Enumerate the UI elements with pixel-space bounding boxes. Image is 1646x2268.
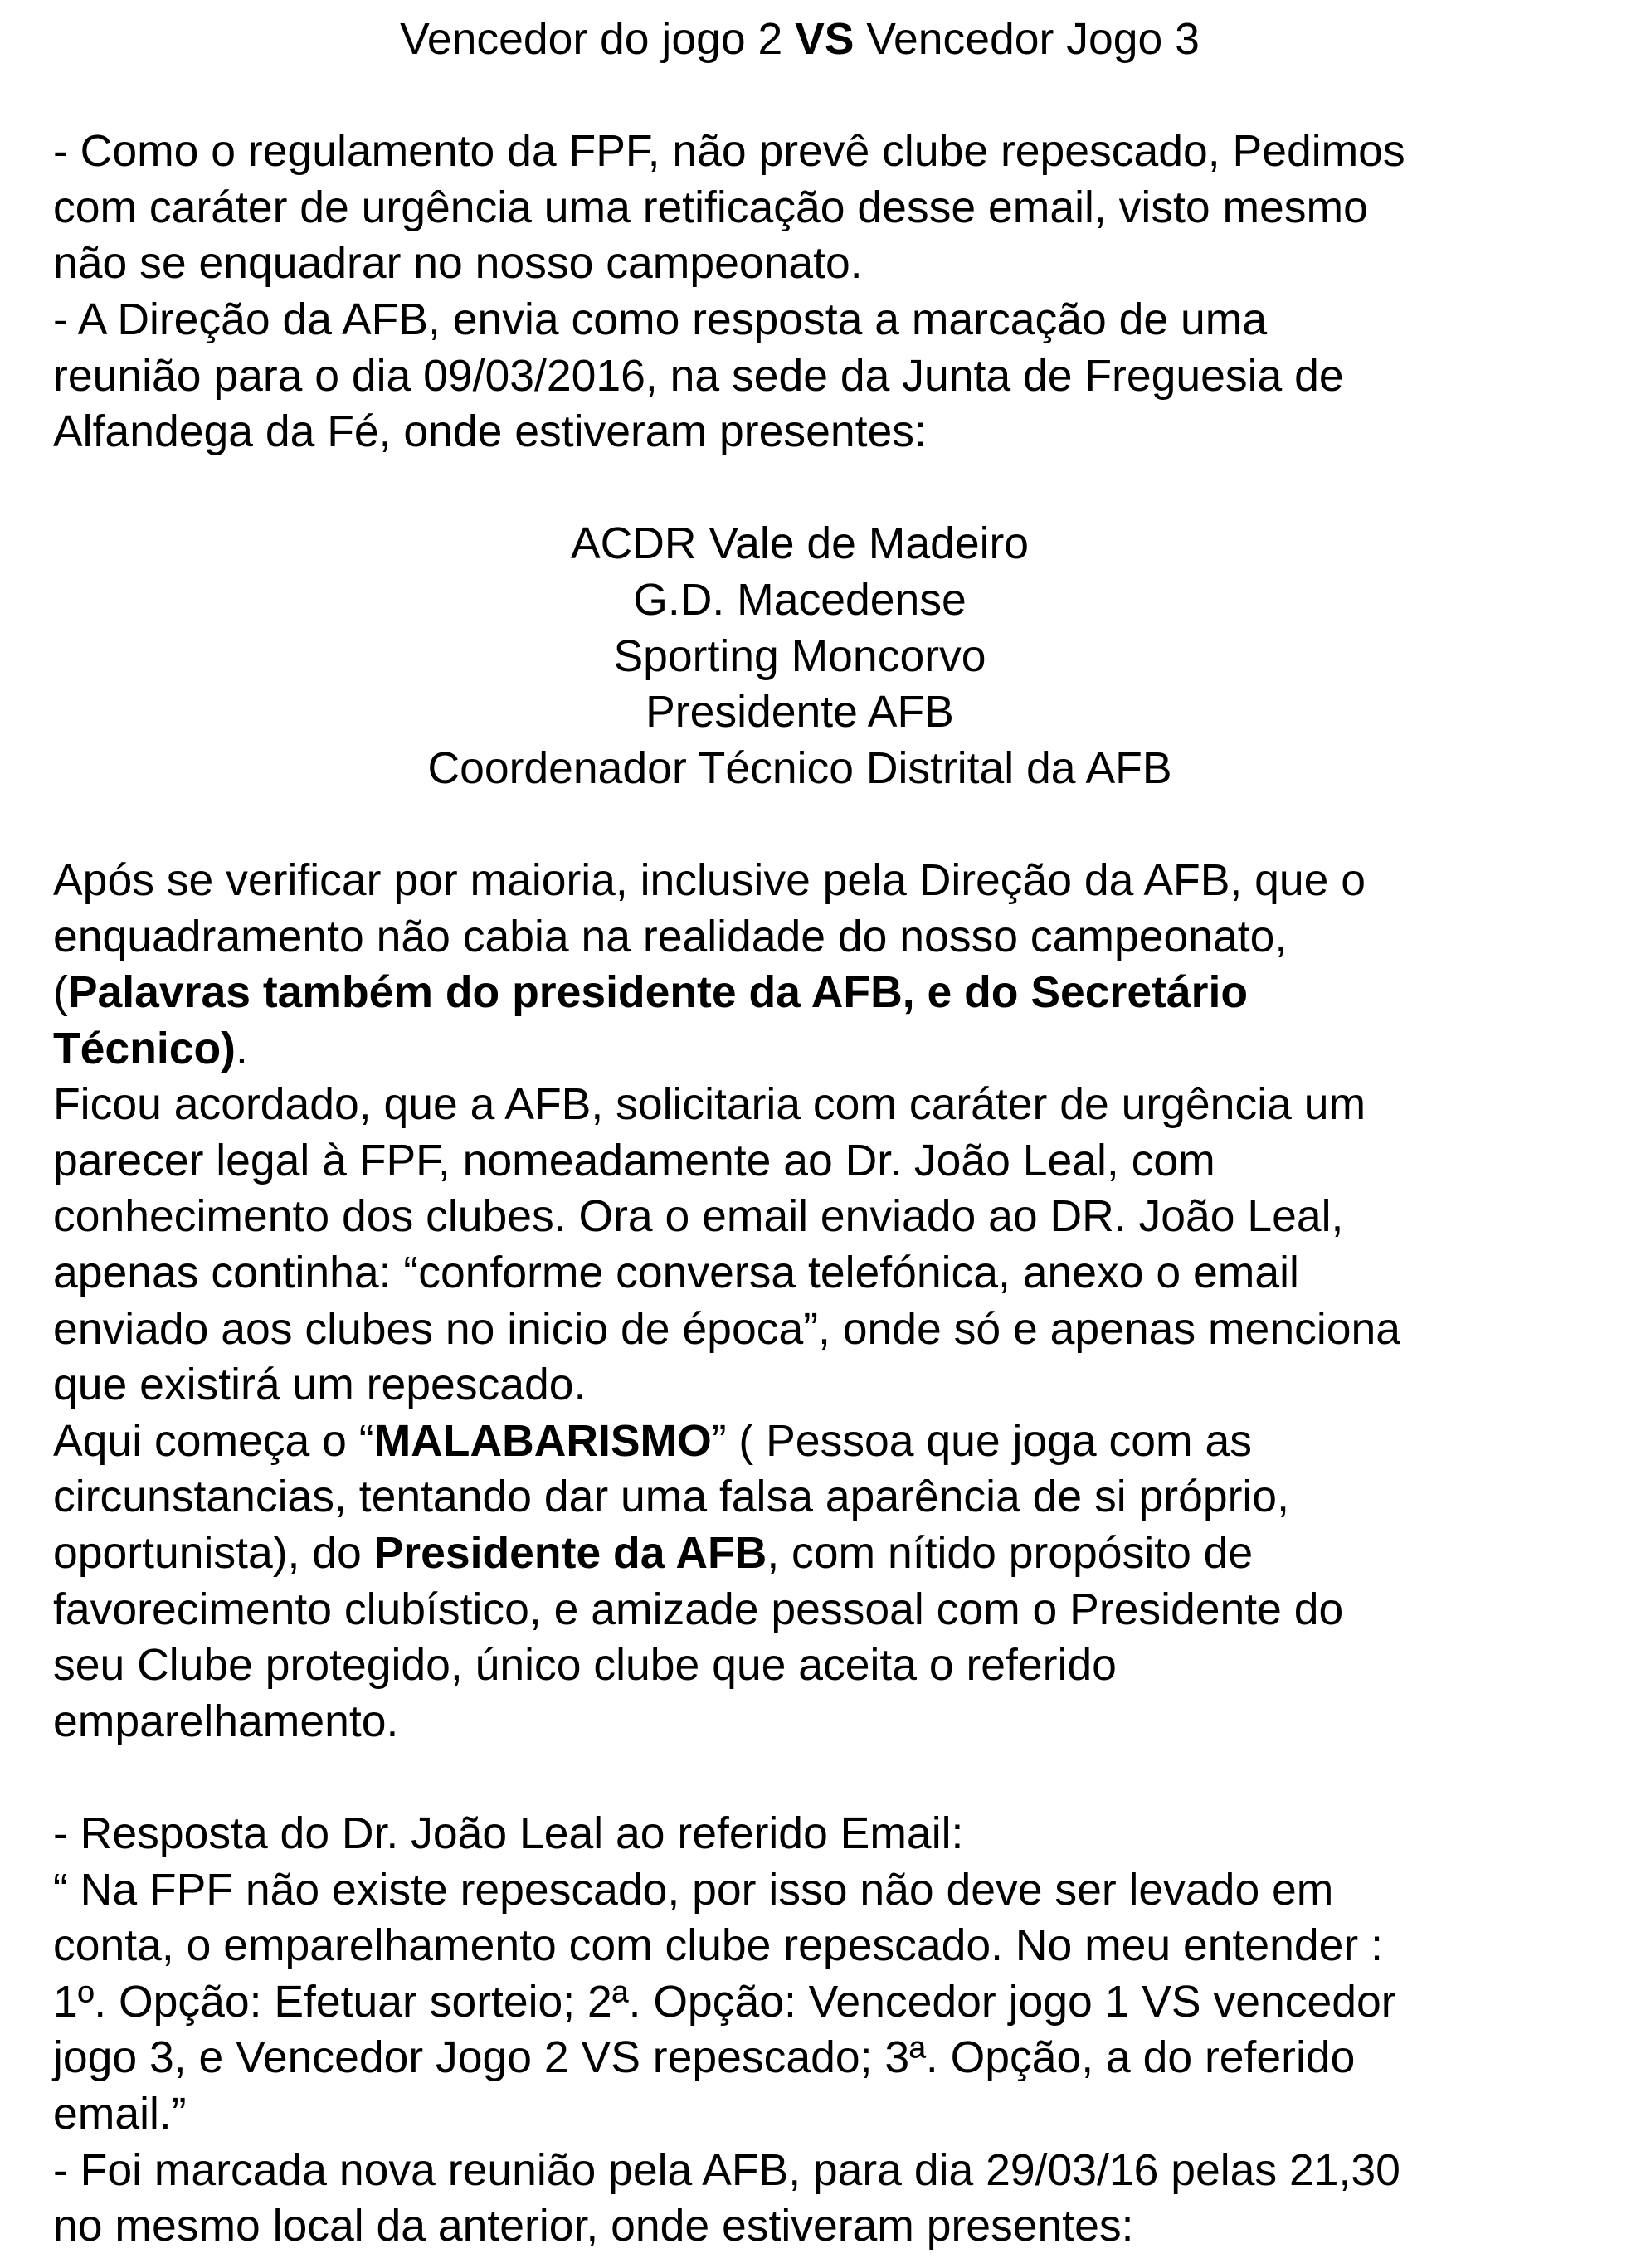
spacer: [53, 460, 1596, 517]
header-text-1: Vencedor do jogo 2: [400, 15, 796, 64]
document-body: [53, 12, 1596, 2255]
attendee-item: Sporting Moncorvo: [613, 631, 986, 681]
malabarismo-text-3: , com nítido propósito de favorecimento clubístico, e amizade pessoal com o Presidente do seu Clube protegido, único clube que aceita o referido emparelhamento.: [53, 1529, 1344, 1746]
paragraph-response: - Resposta do Dr. João Leal ao referido Email: “ Na FPF não existe repescado, por isso não deve ser levado em conta, o emparelhamento com clube repescado. No meu entender : 1º. Opção: Efetuar sorteio; 2ª. Opção: Vencedor jogo 1 VS vencedor jogo 3, e Vencedor Jogo 2 VS repescado; 3ª. Opção, a do referido email.”: [53, 1809, 1396, 2139]
malabarismo-bold-1: MALABARISMO: [373, 1416, 712, 1466]
malabarismo-bold-2: Presidente da AFB: [373, 1529, 767, 1579]
attendee-list: [53, 516, 1596, 796]
paragraph-malabarismo: [53, 1414, 1596, 1750]
malabarismo-text-2: ” ( Pessoa que joga com as circunstancias, tentando dar uma falsa aparência de si próprio, oportunista), do: [53, 1416, 1289, 1579]
paragraph-new-meeting: - Foi marcada nova reunião pela AFB, para dia 29/03/16 pelas 21,30 no mesmo local da anterior, onde estiveram presentes:: [53, 2145, 1400, 2251]
spacer: [53, 68, 1596, 124]
paragraph-majority-end: .: [235, 1024, 248, 1073]
spacer: [53, 796, 1596, 853]
spacer: [53, 1750, 1596, 1806]
paragraph-meeting-invite: - A Direção da AFB, envia como resposta a marcação de uma reunião para o dia 09/03/2016, na sede da Junta de Freguesia de Alfandega da Fé, onde estiveram presentes:: [53, 294, 1344, 457]
header-text-2: Vencedor Jogo 3: [854, 15, 1200, 64]
attendee-item: Presidente AFB: [645, 688, 954, 737]
attendee-item: ACDR Vale de Madeiro: [570, 519, 1030, 569]
paragraph-majority-bold: Palavras também do presidente da AFB, e do Secretário Técnico): [53, 968, 1249, 1073]
attendee-item: G.D. Macedense: [633, 575, 967, 625]
paragraph-majority-text: Após se verificar por maioria, inclusive pela Direção da AFB, que o enquadramento não cabia na realidade do nosso campeonato, (: [53, 855, 1366, 1018]
paragraph-regulation: - Como o regulamento da FPF, não prevê clube repescado, Pedimos com caráter de urgência uma retificação desse email, visto mesmo não se enquadrar no nosso campeonato.: [53, 127, 1405, 289]
header-line: [53, 12, 1546, 68]
paragraph-agreement: Ficou acordado, que a AFB, solicitaria com caráter de urgência um parecer legal à FPF, nomeadamente ao Dr. João Leal, com conhecimento dos clubes. Ora o email enviado ao DR. João Leal, apenas continha: “conforme conversa telefónica, anexo o email enviado aos clubes no inicio de época”, onde só e apenas menciona que existirá um repescado.: [53, 1080, 1400, 1410]
malabarismo-text-1: Aqui começa o “: [53, 1416, 374, 1466]
attendee-item: Coordenador Técnico Distrital da AFB: [427, 743, 1172, 793]
header-vs: VS: [795, 15, 855, 64]
paragraph-majority: [53, 853, 1596, 1077]
